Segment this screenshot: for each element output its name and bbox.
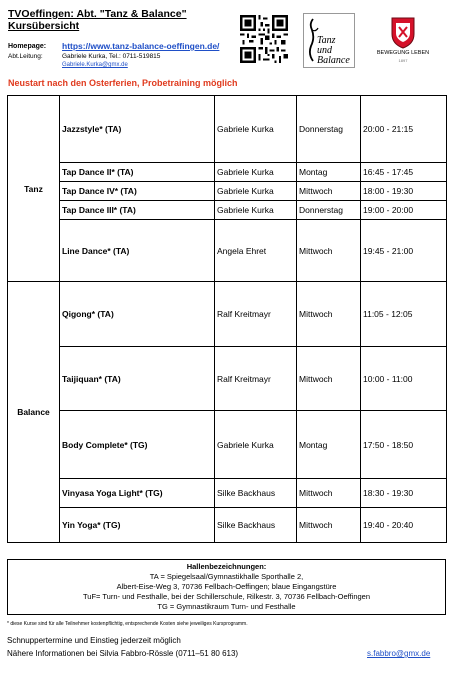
course-name: Taijiquan* (TA) [60,347,215,411]
table-row [8,163,447,182]
course-time: 11:05 - 12:05 [361,282,447,347]
teacher-name: Gabriele Kurka [215,182,297,201]
table-row [8,220,447,282]
table-row [8,508,447,543]
notice-banner: Neustart nach den Osterferien, Probetraining möglich [8,78,238,88]
teacher-name: Silke Backhaus [215,508,297,543]
course-name: Tap Dance III* (TA) [60,201,215,220]
hallen-line: Albert-Eise-Weg 3, 70736 Fellbach-Oeffingen; blaue Eingangstüre [116,582,337,591]
category-cell-balance: Balance [8,282,60,543]
teacher-name: Gabriele Kurka [215,163,297,182]
course-day: Donnerstag [297,201,361,220]
course-time: 18:30 - 19:30 [361,479,447,508]
homepage-label: Homepage: [8,43,47,50]
course-time: 20:00 - 21:15 [361,96,447,163]
course-name: Line Dance* (TA) [60,220,215,282]
course-day: Mittwoch [297,479,361,508]
table-row [8,201,447,220]
logo-text-balance: Balance [317,55,350,66]
table-row [8,182,447,201]
trial-info: Schnuppertermine und Einstieg jederzeit möglich [7,636,181,645]
title-line-1: TVOeffingen: Abt. "Tanz & Balance" [8,8,187,20]
leitung-label: Abt.Leitung: [8,53,43,60]
logo-text-tanz: Tanz [317,35,336,46]
table-row [8,411,447,479]
club-crest-icon [368,14,438,50]
course-name: Tap Dance IV* (TA) [60,182,215,201]
club-year: 1897 [398,58,408,63]
teacher-name: Silke Backhaus [215,479,297,508]
hallen-line: TG = Gymnastikraum Turn- und Festhalle [157,602,296,611]
course-day: Mittwoch [297,282,361,347]
course-name: Qigong* (TA) [60,282,215,347]
table-row [8,479,447,508]
course-time: 19:00 - 20:00 [361,201,447,220]
qr-code-icon [240,15,288,63]
page-title [8,8,187,32]
teacher-name: Ralf Kreitmayr [215,347,297,411]
teacher-name: Angela Ehret [215,220,297,282]
course-time: 17:50 - 18:50 [361,411,447,479]
course-time: 16:45 - 17:45 [361,163,447,182]
hallen-line: TA = Spiegelsaal/Gymnastikhalle Sporthalle 2, [149,572,304,581]
course-name: Vinyasa Yoga Light* (TG) [60,479,215,508]
course-day: Montag [297,411,361,479]
course-day: Mittwoch [297,220,361,282]
cost-footnote: * diese Kurse sind für alle Teilnehmer kostenpflichtig, entsprechende Kosten siehe jeweiliges Kursprogramm. [7,621,248,627]
course-name: Tap Dance II* (TA) [60,163,215,182]
course-name: Body Complete* (TG) [60,411,215,479]
hallen-heading: Hallenbezeichnungen: [186,562,267,571]
teacher-name: Ralf Kreitmayr [215,282,297,347]
table-row [8,96,447,163]
course-schedule-table [7,95,447,543]
teacher-name: Gabriele Kurka [215,201,297,220]
club-logo [368,14,438,64]
hallen-line: TuF= Turn- und Festhalle, bei der Schillerschule, Rilkestr. 3, 70736 Fellbach-Oeffingen [82,592,371,601]
table-row [8,282,447,347]
course-day: Donnerstag [297,96,361,163]
course-day: Montag [297,163,361,182]
title-line-2: Kursübersicht [8,20,80,32]
course-time: 10:00 - 11:00 [361,347,447,411]
table-row [8,347,447,411]
leitung-value: Gabriele Kurka, Tel.: 0711-519815 [62,53,161,60]
course-day: Mittwoch [297,508,361,543]
logo-text-und: und [317,45,332,56]
course-name: Yin Yoga* (TG) [60,508,215,543]
club-slogan: BEWEGUNG LEBEN [376,50,430,56]
course-time: 19:40 - 20:40 [361,508,447,543]
homepage-link[interactable]: https://www.tanz-balance-oeffingen.de/ [62,41,220,51]
course-day: Mittwoch [297,182,361,201]
teacher-name: Gabriele Kurka [215,96,297,163]
hallen-legend-box [7,559,446,615]
course-time: 19:45 - 21:00 [361,220,447,282]
category-cell-tanz: Tanz [8,96,60,282]
teacher-name: Gabriele Kurka [215,411,297,479]
contact-email-link[interactable]: s.fabbro@gmx.de [367,649,431,658]
course-time: 18:00 - 19:30 [361,182,447,201]
tanz-und-balance-logo [303,13,355,68]
course-day: Mittwoch [297,347,361,411]
leitung-email-link[interactable]: Gabriele.Kurka@gmx.de [62,62,128,68]
contact-info: Nähere Informationen bei Silvia Fabbro-Rössle (0711–51 80 613) [7,649,239,658]
course-name: Jazzstyle* (TA) [60,96,215,163]
